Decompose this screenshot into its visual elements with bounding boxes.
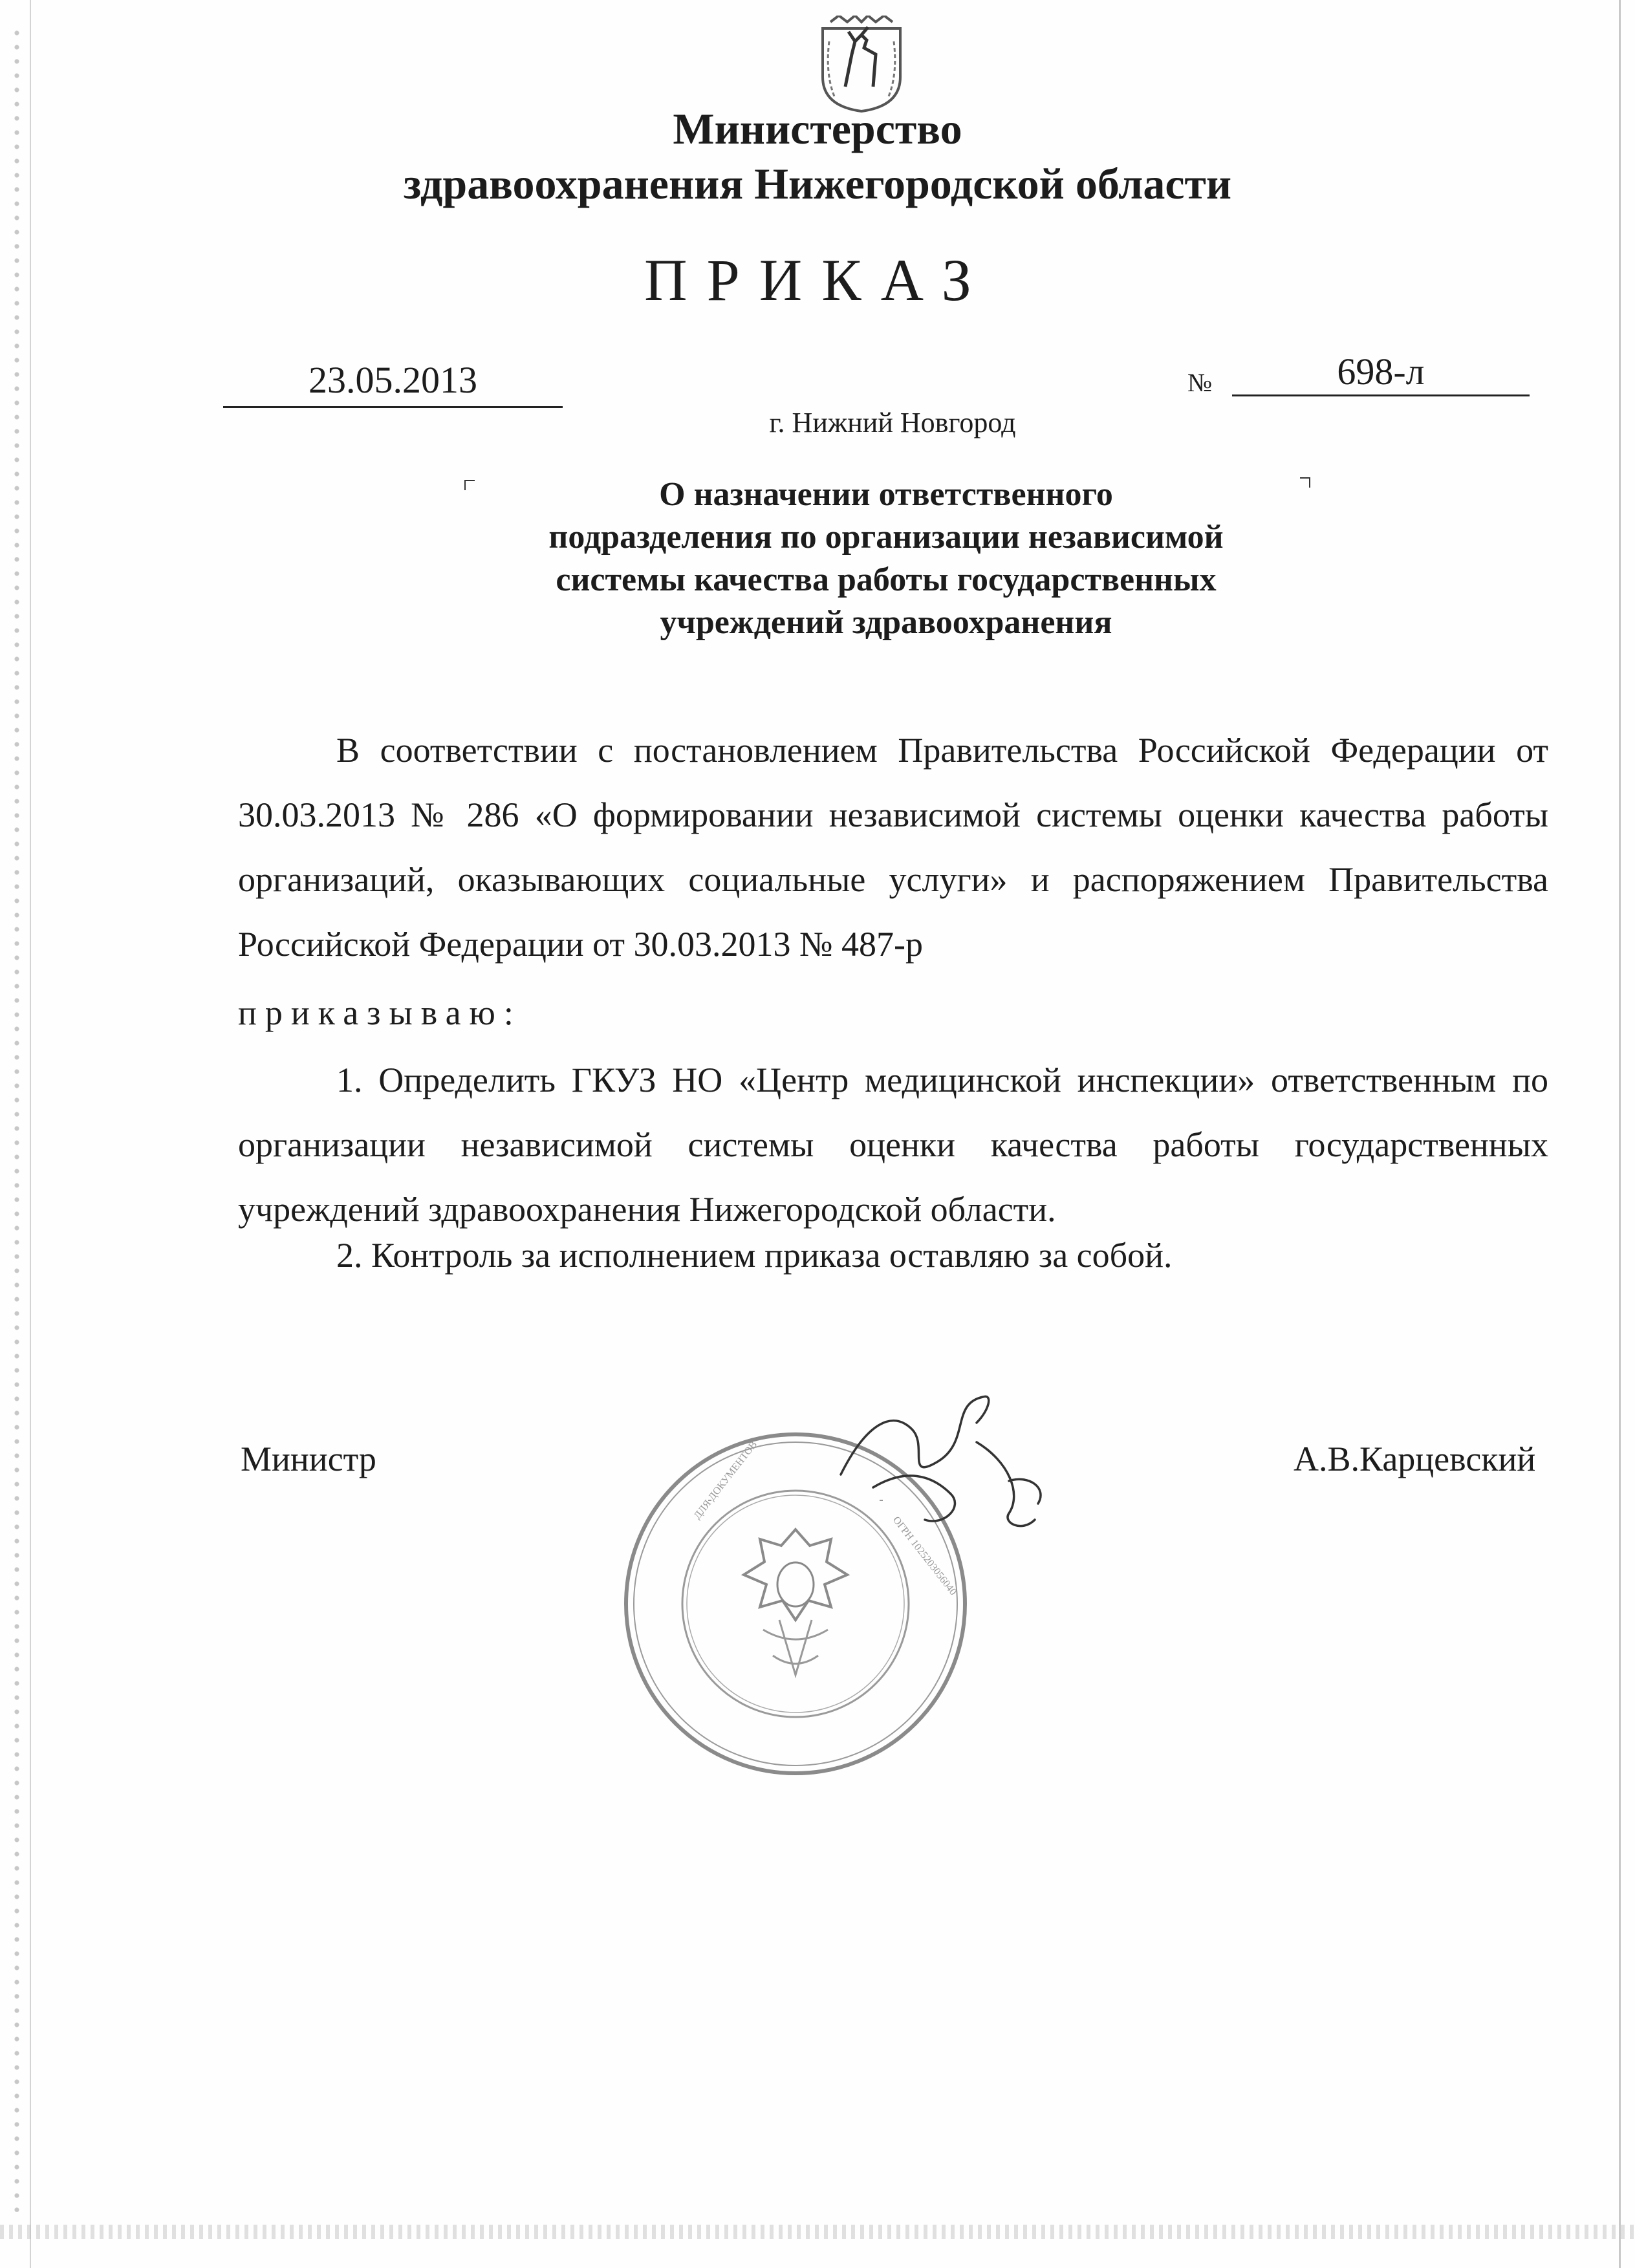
signer-role: Министр (241, 1440, 376, 1478)
subject-line: учреждений здравоохранения (660, 604, 1112, 641)
order-number: 698-л (1232, 349, 1530, 396)
order-item-2: 2. Контроль за исполнением приказа оставляю за собой. (336, 1236, 1173, 1275)
coat-of-arms-icon (816, 16, 907, 113)
svg-text:ДЛЯ ДОКУМЕНТОВ: ДЛЯ ДОКУМЕНТОВ (691, 1439, 760, 1522)
scan-edge-left (30, 0, 31, 2268)
ministry-name-line1: Министерство (673, 104, 962, 153)
scan-edge-bottom (0, 2225, 1635, 2239)
order-subject (466, 473, 1306, 644)
svg-text:ОГРН 1025203056040: ОГРН 1025203056040 (890, 1514, 959, 1598)
subject-line: системы качества работы государственных (556, 561, 1217, 598)
number-sign: № (1187, 368, 1213, 397)
order-item-1: 1. Определить ГКУЗ НО «Центр медицинской инспекции» ответственным по организации независимой системы оценки качества работы государственных учреждений здравоохранения Нижегородской области. (238, 1061, 1548, 1229)
signer-name: А.В.Карцевский (1294, 1440, 1536, 1478)
subject-line: подразделения по организации независимой (548, 519, 1224, 556)
subject-line: О назначении ответственного (659, 476, 1113, 513)
document-type-title: ПРИКАЗ (644, 247, 991, 313)
ministry-name-line2: здравоохранения Нижегородской области (403, 159, 1232, 208)
order-date: 23.05.2013 (223, 354, 563, 408)
preamble-paragraph: В соответствии с постановлением Правительства Российской Федерации от 30.03.2013 № 286 «О формировании независимой системы оценки качества работы организаций, оказывающих социальные услуги» и распоряжением Правительства Российской Федерации от 30.03.2013 № 487-р (238, 731, 1548, 964)
binder-holes-decoration (12, 26, 22, 2212)
issue-city: г. Нижний Новгород (769, 407, 1016, 438)
order-word: приказываю: (238, 993, 522, 1032)
scan-edge-right (1619, 0, 1621, 2268)
handwritten-signature (815, 1384, 1061, 1578)
